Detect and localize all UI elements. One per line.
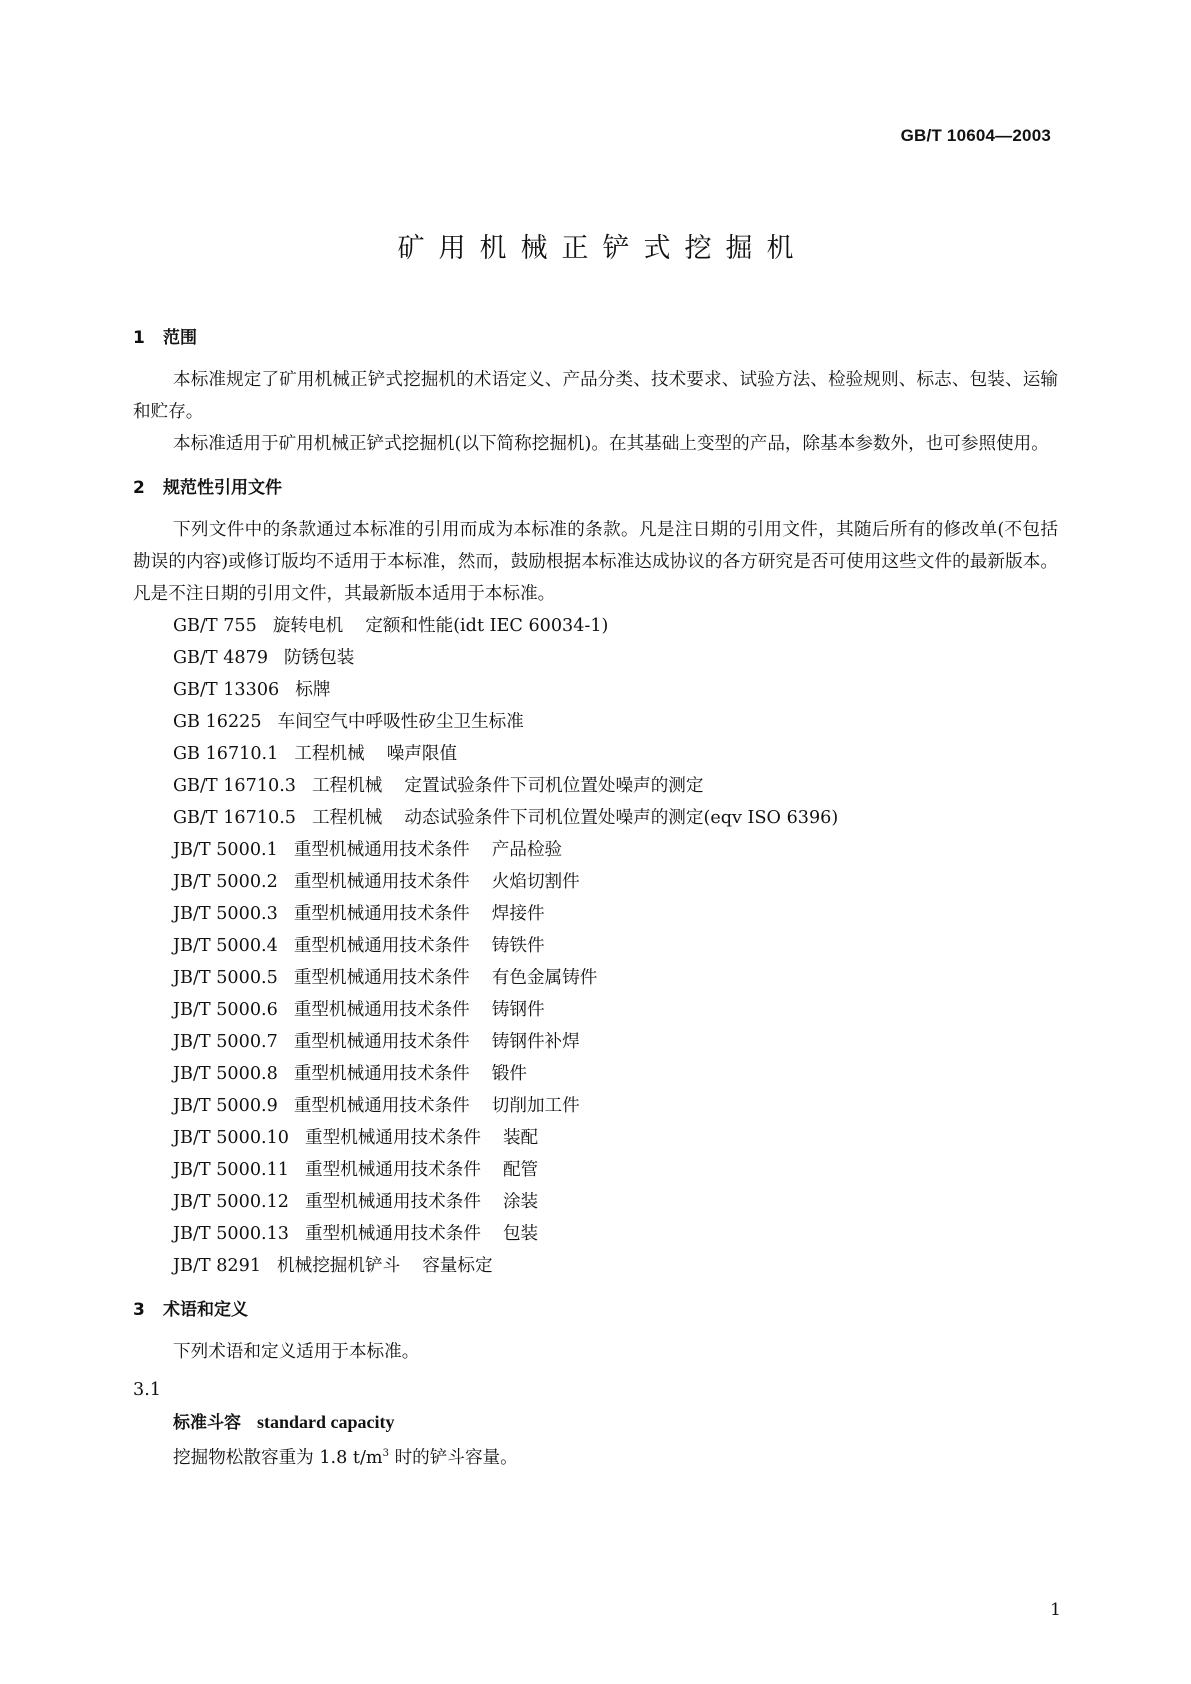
reference-code: JB/T 5000.9 <box>173 1096 278 1116</box>
reference-item <box>133 834 1058 866</box>
reference-item <box>133 866 1058 898</box>
term-english: standard capacity <box>257 1412 395 1432</box>
reference-subtitle: 涂装 <box>502 1192 539 1212</box>
section-number: 3 <box>133 1300 145 1320</box>
reference-code: JB/T 5000.11 <box>173 1160 289 1180</box>
reference-item <box>133 930 1058 962</box>
reference-subtitle: 切削加工件 <box>491 1096 580 1116</box>
reference-subtitle: 火焰切割件 <box>491 872 580 892</box>
section-title: 规范性引用文件 <box>163 478 282 498</box>
term-definition <box>133 1438 1058 1470</box>
reference-item <box>133 1250 1058 1282</box>
scope-paragraph-2: 本标准适用于矿用机械正铲式挖掘机(以下简称挖掘机)。在其基础上变型的产品，除基本参数外，也可参照使用。 <box>173 434 1049 454</box>
reference-title: 重型机械通用技术条件 <box>305 1224 481 1244</box>
document-body <box>133 322 1058 1470</box>
reference-subtitle: 噪声限值 <box>386 744 458 764</box>
reference-subtitle: 焊接件 <box>491 904 545 924</box>
reference-title: 重型机械通用技术条件 <box>293 872 470 892</box>
terms-intro: 下列术语和定义适用于本标准。 <box>173 1342 420 1362</box>
reference-title: 重型机械通用技术条件 <box>293 1064 470 1084</box>
references-intro: 下列文件中的条款通过本标准的引用而成为本标准的条款。凡是注日期的引用文件，其随后所有的修改单(不包括勘误的内容)或修订版均不适用于本标准，然而，鼓励根据本标准达成协议的各方研究是否可使用这些文件的最新版本。凡是不注日期的引用文件，其最新版本适用于本标准。 <box>133 520 1058 604</box>
reference-code: JB/T 5000.5 <box>173 968 278 988</box>
reference-item <box>133 1026 1058 1058</box>
definition-superscript: 3 <box>382 1448 389 1459</box>
reference-item <box>133 1090 1058 1122</box>
reference-title: 重型机械通用技术条件 <box>293 1096 470 1116</box>
reference-code: GB/T 4879 <box>173 648 269 668</box>
reference-item <box>133 1058 1058 1090</box>
reference-code: GB/T 16710.3 <box>173 776 296 796</box>
reference-item <box>133 1154 1058 1186</box>
reference-code: JB/T 5000.2 <box>173 872 278 892</box>
reference-code: JB/T 8291 <box>173 1256 262 1276</box>
reference-title: 机械挖掘机铲斗 <box>277 1256 401 1276</box>
reference-subtitle: 定置试验条件下司机位置处噪声的测定 <box>404 776 704 796</box>
term-chinese: 标准斗容 <box>173 1413 241 1433</box>
section-1-heading <box>133 322 1058 354</box>
reference-code: JB/T 5000.7 <box>173 1032 278 1052</box>
reference-item <box>133 674 1058 706</box>
section-2-heading <box>133 472 1058 504</box>
reference-item <box>133 962 1058 994</box>
reference-title: 重型机械通用技术条件 <box>293 904 470 924</box>
reference-subtitle: 锻件 <box>491 1064 527 1084</box>
reference-code: JB/T 5000.1 <box>173 840 278 860</box>
reference-code: JB/T 5000.12 <box>173 1192 289 1212</box>
reference-code: GB/T 755 <box>173 616 257 636</box>
reference-title: 重型机械通用技术条件 <box>293 968 470 988</box>
reference-subtitle: 铸钢件 <box>491 1000 545 1020</box>
definition-text-end: 时的铲斗容量。 <box>388 1447 518 1468</box>
reference-subtitle: 配管 <box>502 1160 539 1180</box>
reference-code: GB/T 13306 <box>173 680 280 700</box>
reference-code: GB/T 16710.5 <box>173 808 296 828</box>
reference-code: GB 16225 <box>173 712 262 732</box>
reference-code: JB/T 5000.6 <box>173 1000 278 1020</box>
reference-item <box>133 802 1058 834</box>
reference-title: 标牌 <box>295 680 331 700</box>
reference-code: GB 16710.1 <box>173 744 279 764</box>
reference-code: JB/T 5000.8 <box>173 1064 278 1084</box>
reference-subtitle: 容量标定 <box>422 1256 493 1276</box>
reference-title: 工程机械 <box>312 776 383 796</box>
page-number: 1 <box>1050 1600 1061 1620</box>
reference-subtitle: 定额和性能(idt IEC 60034-1) <box>365 616 609 636</box>
reference-code: JB/T 5000.13 <box>173 1224 289 1244</box>
reference-item <box>133 738 1058 770</box>
reference-subtitle: 包装 <box>502 1224 539 1244</box>
reference-title: 重型机械通用技术条件 <box>293 840 470 860</box>
reference-code: JB/T 5000.3 <box>173 904 278 924</box>
reference-title: 工程机械 <box>294 744 365 764</box>
reference-subtitle: 铸钢件补焊 <box>491 1032 580 1052</box>
scope-paragraph-1: 本标准规定了矿用机械正铲式挖掘机的术语定义、产品分类、技术要求、试验方法、检验规则、标志、包装、运输和贮存。 <box>133 370 1058 422</box>
reference-title: 重型机械通用技术条件 <box>293 1032 470 1052</box>
reference-subtitle: 铸铁件 <box>491 936 545 956</box>
reference-title: 工程机械 <box>312 808 383 828</box>
reference-subtitle: 产品检验 <box>491 840 563 860</box>
reference-title: 重型机械通用技术条件 <box>293 1000 470 1020</box>
reference-code: JB/T 5000.10 <box>173 1128 289 1148</box>
reference-subtitle: 动态试验条件下司机位置处噪声的测定(eqv ISO 6396) <box>404 808 839 828</box>
reference-item <box>133 1218 1058 1250</box>
section-number: 1 <box>133 328 145 348</box>
reference-subtitle: 装配 <box>502 1128 539 1148</box>
reference-item <box>133 610 1058 642</box>
reference-title: 旋转电机 <box>272 616 344 636</box>
term-entry <box>133 1406 1058 1438</box>
reference-item <box>133 770 1058 802</box>
definition-text: 挖掘物松散容重为 1.8 t/m <box>173 1447 383 1468</box>
reference-item <box>133 898 1058 930</box>
section-title: 术语和定义 <box>163 1300 248 1320</box>
reference-item <box>133 994 1058 1026</box>
reference-title: 重型机械通用技术条件 <box>305 1192 481 1212</box>
reference-item <box>133 1122 1058 1154</box>
reference-item <box>133 1186 1058 1218</box>
section-3-heading <box>133 1294 1058 1326</box>
document-title: 矿用机械正铲式挖掘机 <box>397 233 808 264</box>
reference-title: 车间空气中呼吸性矽尘卫生标准 <box>277 712 524 732</box>
reference-item <box>133 642 1058 674</box>
reference-title: 重型机械通用技术条件 <box>293 936 470 956</box>
standard-code: GB/T 10604—2003 <box>900 126 1051 145</box>
reference-list <box>133 610 1058 1282</box>
reference-title: 防锈包装 <box>284 648 355 668</box>
clause-number: 3.1 <box>133 1380 161 1400</box>
section-number: 2 <box>133 478 145 498</box>
reference-subtitle: 有色金属铸件 <box>491 968 598 988</box>
reference-item <box>133 706 1058 738</box>
reference-code: JB/T 5000.4 <box>173 936 278 956</box>
section-title: 范围 <box>163 328 197 348</box>
reference-title: 重型机械通用技术条件 <box>305 1128 481 1148</box>
reference-title: 重型机械通用技术条件 <box>305 1160 481 1180</box>
